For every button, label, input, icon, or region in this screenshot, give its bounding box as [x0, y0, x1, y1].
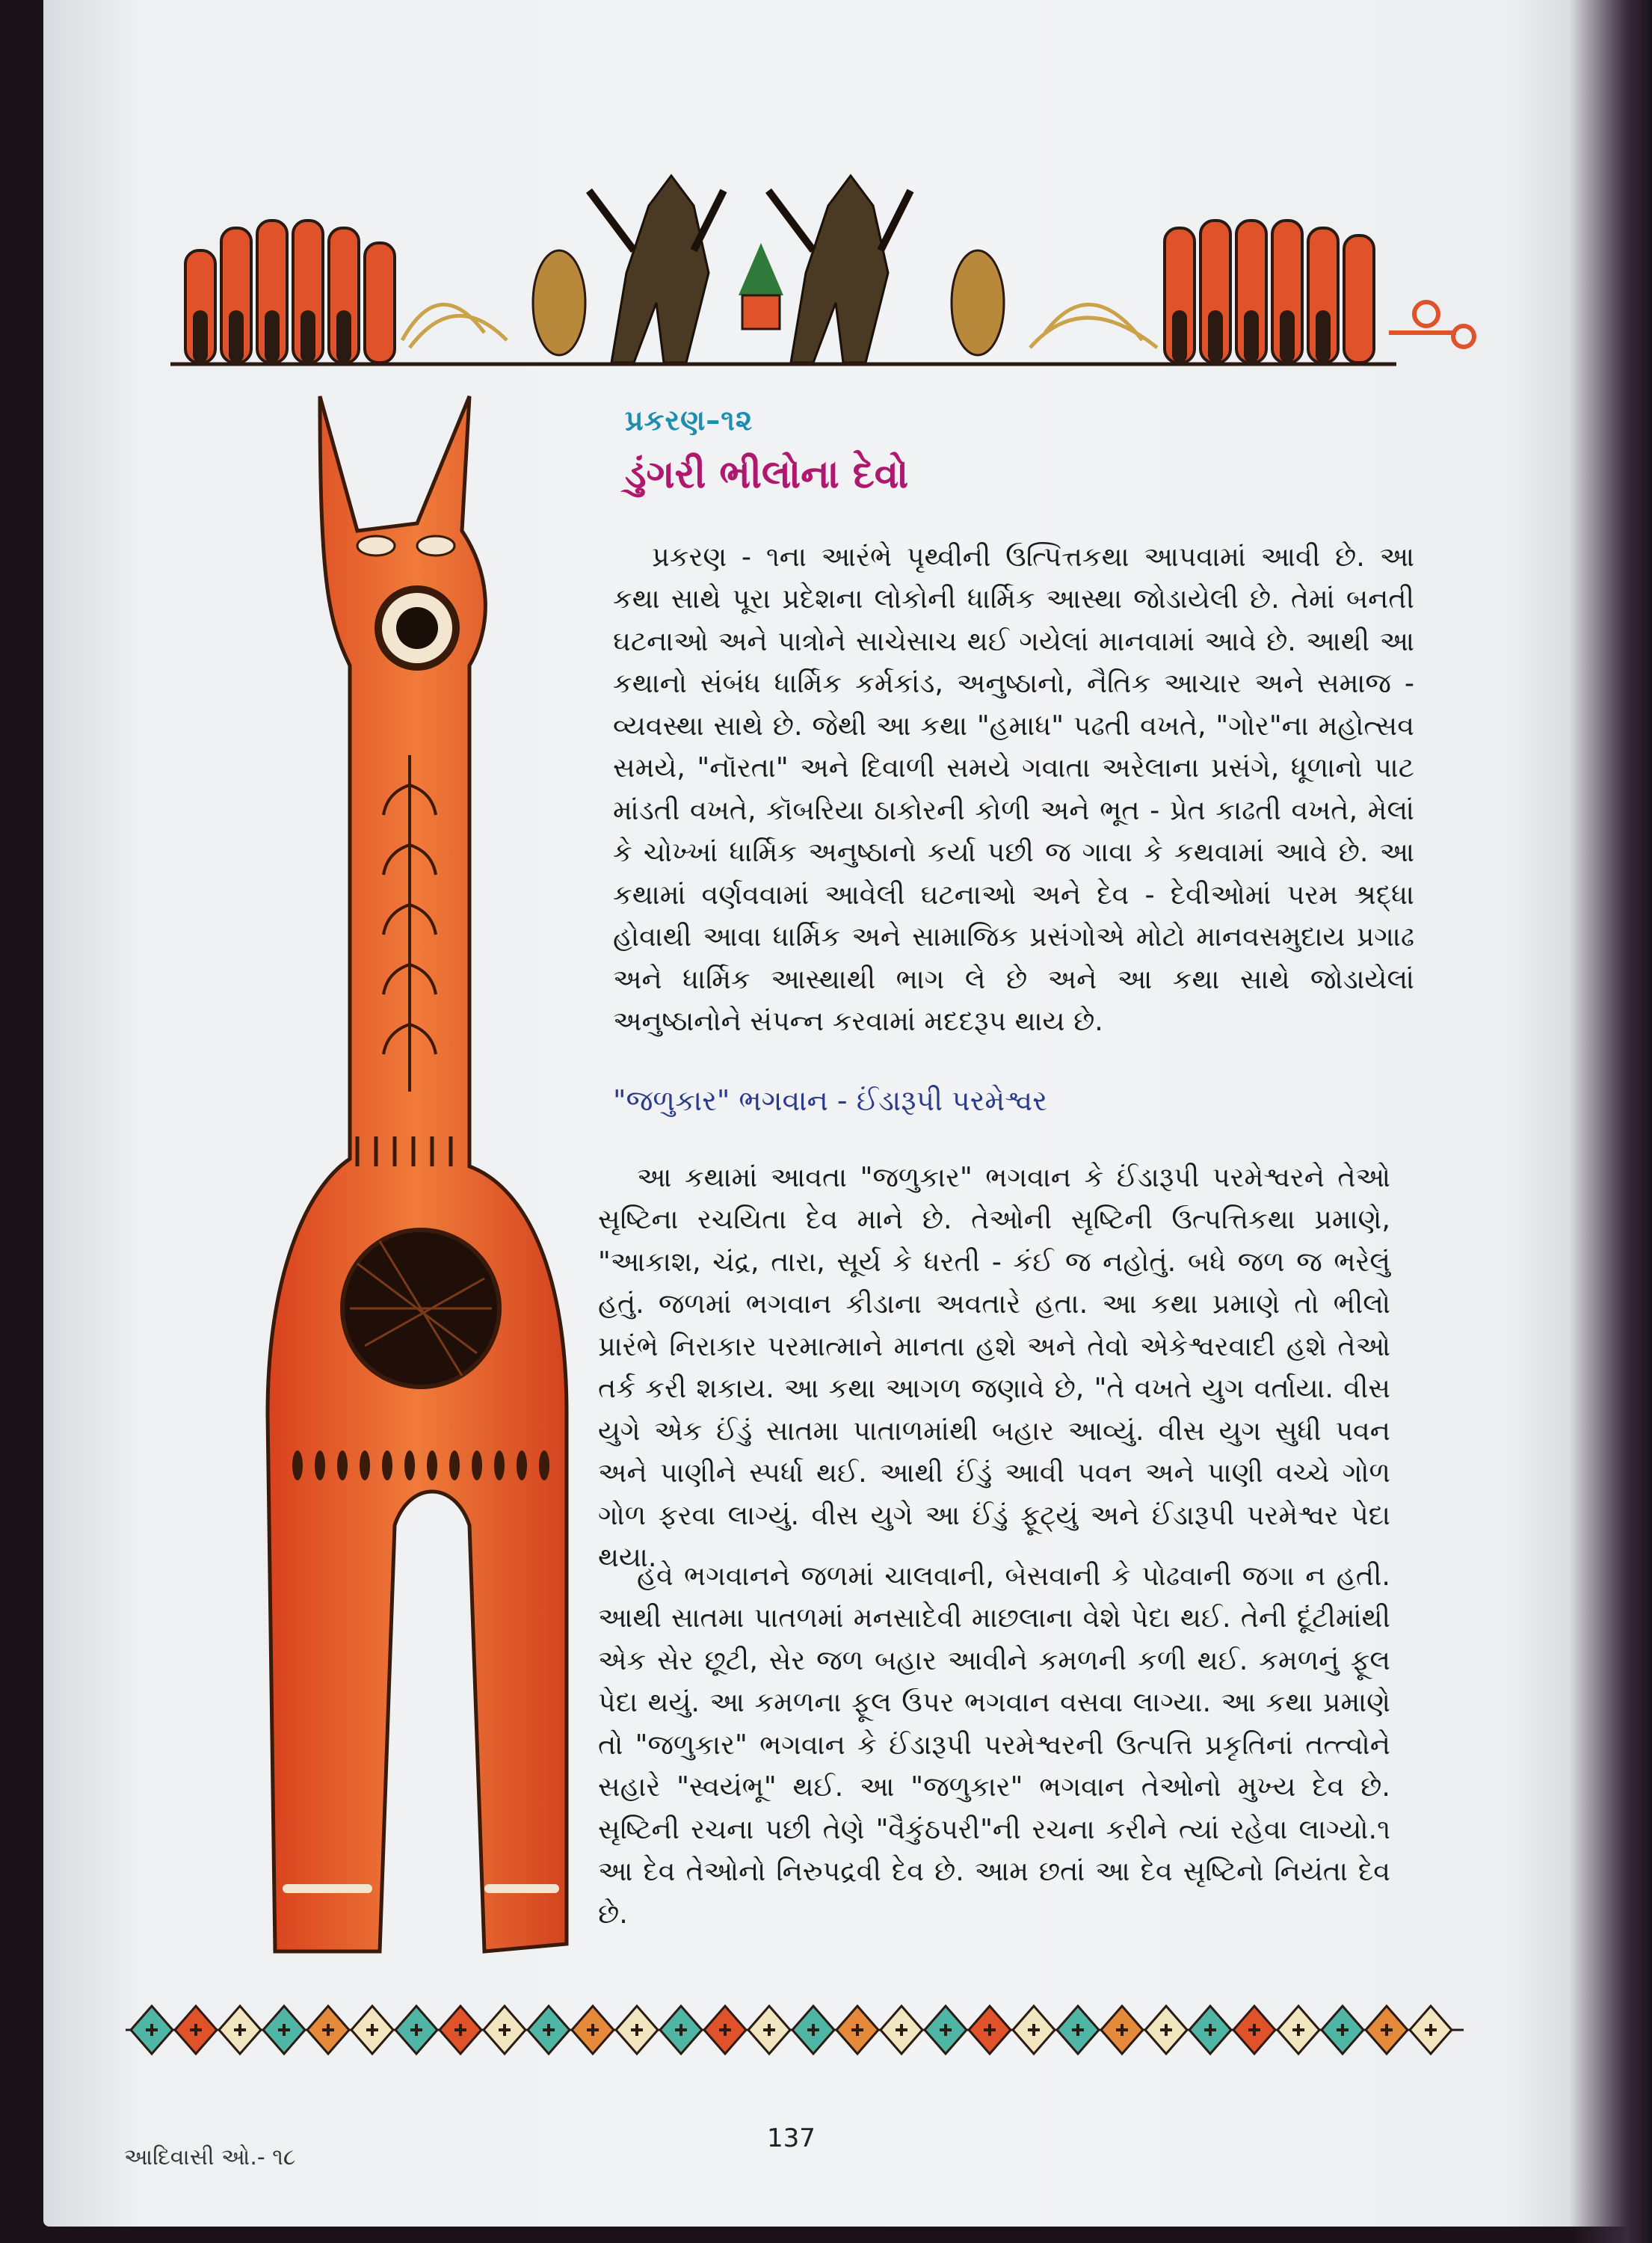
book-page — [43, 0, 1636, 2227]
section-subheading: "જળુકાર" ભગવાન - ઈંડારૂપી પરમેશ્વર — [613, 1084, 1047, 1117]
terracotta-horse-figurine — [245, 381, 589, 1974]
top-folk-art-banner — [170, 161, 1486, 370]
footer-note: આદિવાસી ઓ.- ૧૮ — [124, 2144, 296, 2170]
paragraph-intro: પ્રકરણ - ૧ના આરંભે પૃથ્વીની ઉત્પિત્તકથા આપવામાં આવી છે. આ કથા સાથે પૂરા પ્રદેશના લોકોની ધાર્મિક આસ્થા જોડાયેલી છે. તેમાં બનતી ઘટનાઓ અને પાત્રોને સાચેસાચ થઈ ગયેલાં માનવામાં આવે છે. આથી આ કથાનો સંબંધ ધાર્મિક કર્મકાંડ, અનુષ્ઠાનો, નૈતિક આચાર અને સમાજ - વ્યવસ્થા સાથે છે. જેથી આ કથા "હમાધ" પઢતી વખતે, "ગોર"ના મહોત્સવ સમયે, "નૉરતા" અને દિવાળી સમયે ગવાતા અરેલાના પ્રસંગે, ધૂળાનો પાટ માંડતી વખતે, કૉબરિયા ઠાકોરની કોળી અને ભૂત - પ્રેત કાઢતી વખતે, મેલાં કે ચોખ્ખાં ધાર્મિક અનુષ્ઠાનો કર્યા પછી જ ગાવા કે કથવામાં આવે છે. આ કથામાં વર્ણવવામાં આવેલી ઘટનાઓ અને દેવ - દેવીઓમાં પરમ શ્રદ્ધા હોવાથી આવા ધાર્મિક અને સામાજિક પ્રસંગોએ મોટો માનવસમુદાય પ્રગાઢ અને ધાર્મિક આસ્થાથી ભાગ લે છે અને આ કથા સાથે જોડાયેલાં અનુષ્ઠાનોને સંપન્ન કરવામાં મદદરૂપ થાય છે. — [613, 540, 1414, 1037]
page-edge-shadow — [1570, 0, 1652, 2243]
paragraph-lotus-story: હવે ભગવાનને જળમાં ચાલવાની, બેસવાની કે પોઢવાની જગા ન હતી. આથી સાતમા પાતળમાં મનસાદેવી માછલાના વેશે પેદા થઈ. તેની દૂંટીમાંથી એક સેર છૂટી, સેર જળ બહાર આવીને કમળની કળી થઈ. કમળનું ફૂલ પેદા થયું. આ કમળના ફૂલ ઉપર ભગવાન વસવા લાગ્યા. આ કથા પ્રમાણે તો "જળુકાર" ભગવાન કે ઈંડારૂપી પરમેશ્વરની ઉત્પત્તિ પ્રકૃતિનાં તત્ત્વોને સહારે "સ્વયંભૂ" થઈ. આ "જળુકાર" ભગવાન તેઓનો મુખ્ય દેવ છે. સૃષ્ટિની રચના પછી તેણે "વૈકુંઠપરી"ની રચના કરીને ત્યાં રહેવા લાગ્યો.૧ આ દેવ તેઓનો નિરુપદ્રવી દેવ છે. આમ છતાં આ દેવ સૃષ્ટિનો નિયંતા દેવ છે. — [598, 1559, 1390, 1930]
paragraph-creation-story: આ કથામાં આવતા "જળુકાર" ભગવાન કે ઈંડારૂપી પરમેશ્વરને તેઓ સૃષ્ટિના રચયિતા દેવ માને છે. તેઓની સૃષ્ટિની ઉત્પત્તિકથા પ્રમાણે, "આકાશ, ચંદ્ર, તારા, સૂર્ય કે ધરતી - કંઈ જ નહોતું. બધે જળ જ ભરેલું હતું. જળમાં ભગવાન કીડાના અવતારે હતા. આ કથા પ્રમાણે તો ભીલો પ્રારંભે નિરાકાર પરમાત્માને માનતા હશે અને તેવો એકેશ્વરવાદી હશે તેઓ તર્ક કરી શકાય. આ કથા આગળ જણાવે છે, "તે વખતે યુગ વર્તાયા. વીસ યુગે એક ઈંડું સાતમા પાતાળમાંથી બહાર આવ્યું. વીસ યુગ સુધી પવન અને પાણીને સ્પર્ધા થઈ. આથી ઈંડું આવી પવન અને પાણી વચ્ચે ગોળ ગોળ ફરવા લાગ્યું. વીસ યુગે આ ઈંડું ફૂટ્યું અને ઈંડારૂપી પરમેશ્વર પેદા થયા. — [598, 1160, 1390, 1573]
page-number: 137 — [767, 2123, 816, 2153]
bottom-diamond-border — [126, 1993, 1464, 2067]
chapter-label: પ્રકરણ–૧૨ — [625, 404, 753, 437]
chapter-title: ડુંગરી ભીલોના દેવો — [625, 452, 909, 497]
